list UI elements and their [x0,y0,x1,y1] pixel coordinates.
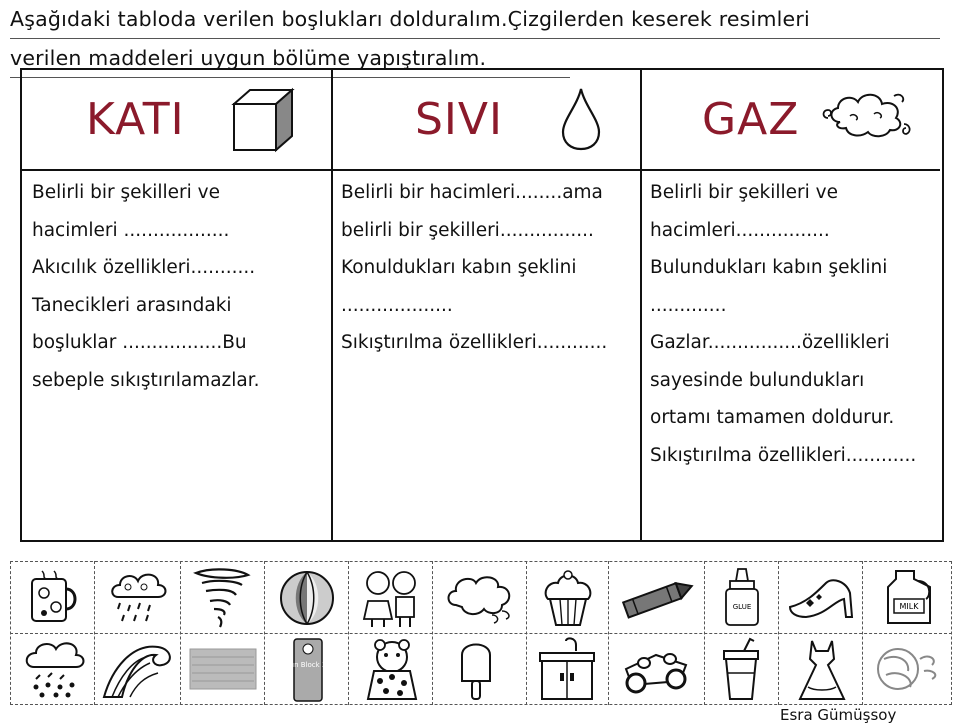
cupcake-icon[interactable] [538,569,598,629]
leopard-icon[interactable] [360,637,424,701]
sand-texture-icon[interactable] [188,647,258,691]
liquid-line: Belirli bir hacimleri........ama [341,182,603,203]
glue-label: GLUE [732,603,752,611]
gas-line: Gazlar................özellikleri [650,332,890,353]
popsicle-icon[interactable] [456,637,496,703]
column-title-gas: GAZ [702,94,800,145]
column-header-liquid [331,70,640,171]
cup-with-straw-icon[interactable] [718,637,764,703]
instruction-line-1: Aşağıdaki tabloda verilen boşlukları dolduralım.Çizgilerden keserek resimleri [10,0,940,39]
cube-icon [230,86,296,154]
gas-line: ............. [650,294,727,316]
cut-line [348,561,349,705]
cut-line-middle [10,633,952,634]
column-header-gas [640,70,940,171]
instructions [10,0,950,78]
children-icon[interactable] [358,567,424,629]
solid-line: boşluklar .................Bu [32,332,247,353]
cut-line [180,561,181,705]
cut-line [608,561,609,705]
column-title-liquid: SIVI [415,94,503,145]
liquid-line: belirli bir şekilleri................ [341,219,594,241]
cloud-icon [820,88,916,146]
tornado-icon[interactable] [192,567,252,629]
cut-line [778,561,779,705]
column-body-gas [650,174,936,474]
solid-line: Belirli bir şekilleri ve [32,182,220,203]
cut-line [432,561,433,705]
race-car-icon[interactable] [616,641,696,697]
states-of-matter-table [20,68,944,542]
column-body-solid [32,174,327,399]
gas-line: Belirli bir şekilleri ve [650,182,838,203]
beach-ball-icon[interactable] [278,569,336,627]
cutout-strip [10,561,952,705]
cut-line [526,561,527,705]
sink-icon[interactable] [536,637,598,701]
crayon-icon[interactable] [614,579,698,619]
gas-line: hacimleri................ [650,219,830,241]
sunblock-label: Sun Block 30 [285,661,331,669]
cut-line [862,561,863,705]
glue-bottle-icon[interactable] [716,567,768,629]
solid-line: Akıcılık özellikleri........... [32,257,256,278]
droplet-icon [559,86,603,152]
liquid-line: ................... [341,294,453,316]
solid-line: Tanecikleri arasındaki [32,294,232,316]
liquid-line: Konuldukları kabın şeklini [341,257,577,278]
column-title-solid: KATI [86,94,185,145]
cloud-outline-icon[interactable] [442,571,518,625]
high-heel-shoe-icon[interactable] [786,573,858,623]
solid-line: sebeple sıkıştırılamazlar. [32,369,260,391]
gas-line: ortamı tamamen doldurur. [650,407,895,428]
author-signature: Esra Gümüşsoy [780,706,897,724]
rain-cloud-icon[interactable] [106,569,172,627]
column-header-solid [22,70,331,171]
snow-cloud-icon[interactable] [22,639,88,699]
mug-icon[interactable] [24,569,84,627]
cut-line [704,561,705,705]
instruction-line-2: verilen maddeleri uygun bölüme yapıştıralım. [10,39,570,78]
wind-icon[interactable] [870,639,944,699]
column-liquid [331,70,642,540]
gas-line: sayesinde bulundukları [650,369,865,391]
cut-line [94,561,95,705]
gas-line: Sıkıştırılma özellikleri............ [650,444,917,466]
sunblock-icon[interactable] [285,637,331,703]
solid-line: hacimleri .................. [32,219,230,241]
column-solid [22,70,333,540]
wave-icon[interactable] [102,639,176,701]
dress-icon[interactable] [792,637,852,703]
gas-line: Bulundukları kabın şeklini [650,257,888,278]
column-body-liquid [341,174,636,362]
milk-label: MILK [899,602,919,611]
milk-jug-icon[interactable] [880,567,940,629]
cut-line [264,561,265,705]
column-gas [640,70,940,540]
liquid-line: Sıkıştırılma özellikleri............ [341,332,608,353]
